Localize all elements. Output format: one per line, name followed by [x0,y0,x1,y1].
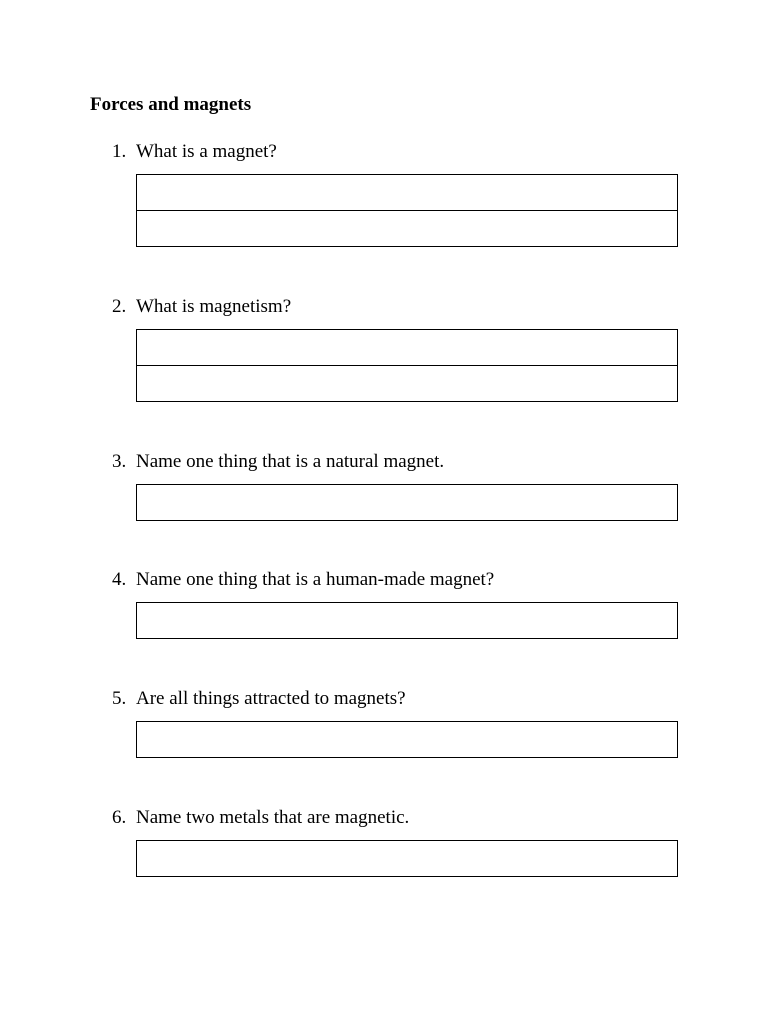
question-prompt [0,140,700,164]
answer-box [136,721,678,758]
question-text: Are all things attracted to magnets? [136,688,406,709]
answer-line-1[interactable] [137,722,677,757]
answer-line-1[interactable] [137,603,677,638]
question-text: Name one thing that is a human-made magnet? [136,569,495,590]
question-number: 2. [112,296,127,317]
answer-line-2[interactable] [137,365,677,401]
question-text: What is magnetism? [136,296,292,317]
answer-box [136,840,678,877]
answer-line-1[interactable] [137,330,677,365]
question-number: 3. [112,451,127,472]
answer-box [136,174,678,247]
answer-line-1[interactable] [137,175,677,210]
question-text: Name one thing that is a natural magnet. [136,451,445,472]
question-prompt [0,806,700,830]
question-text: What is a magnet? [136,141,277,162]
question-prompt [0,568,700,592]
page-title: Forces and magnets [90,94,252,115]
answer-box [136,484,678,521]
question-text: Name two metals that are magnetic. [136,807,410,828]
answer-line-1[interactable] [137,485,677,520]
question-number: 1. [112,141,127,162]
question-number: 6. [112,807,127,828]
question-prompt [0,295,700,319]
answer-box [136,329,678,402]
answer-line-1[interactable] [137,841,677,876]
question-prompt [0,687,700,711]
answer-box [136,602,678,639]
question-number: 4. [112,569,127,590]
question-prompt [0,450,700,474]
answer-line-2[interactable] [137,210,677,246]
question-number: 5. [112,688,127,709]
